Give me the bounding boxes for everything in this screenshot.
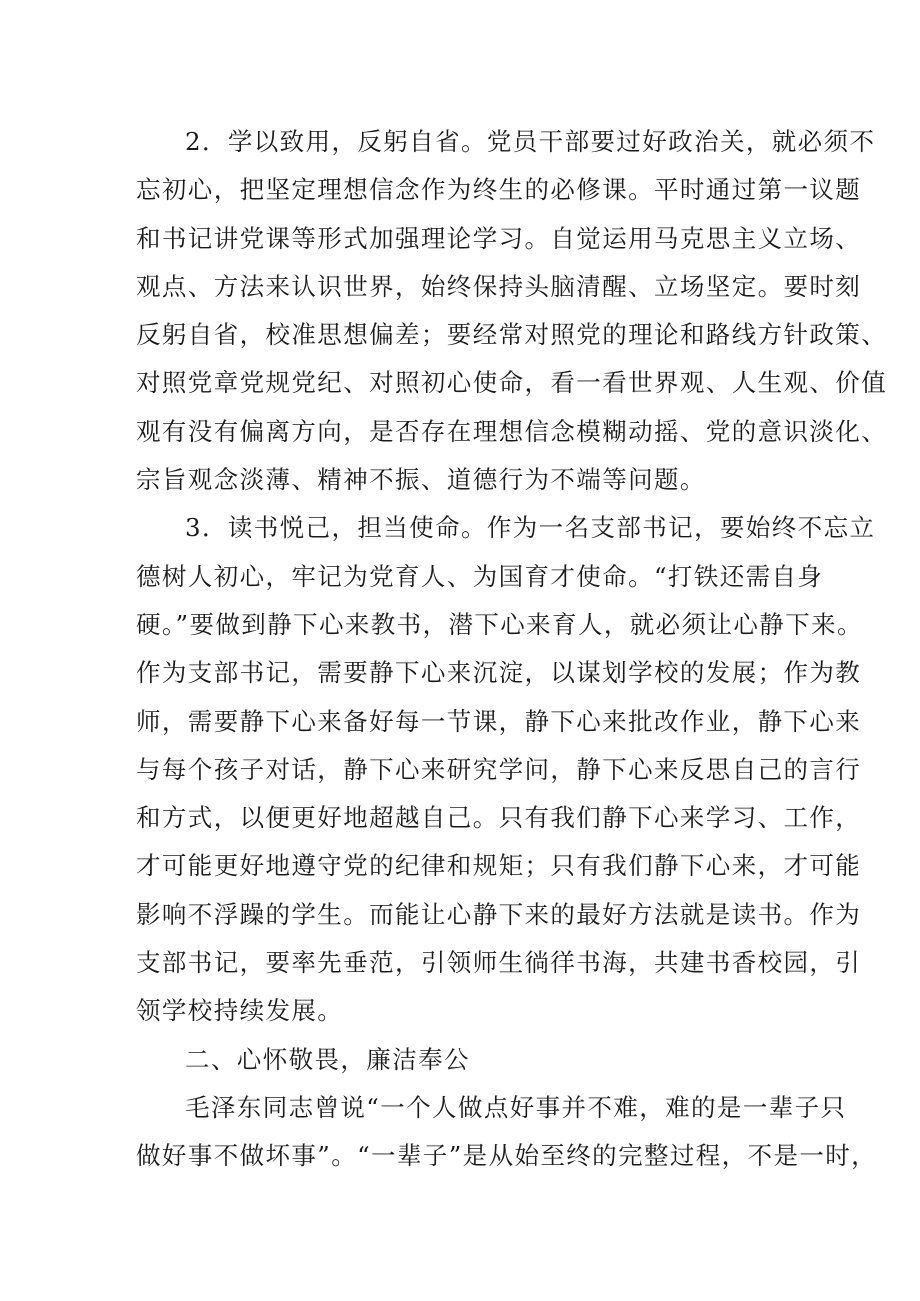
text-line: 与每个孩子对话，静下心来研究学问，静下心来反思自己的言行 [136, 754, 862, 784]
text-line: 毛泽东同志曾说“一个人做点好事并不难，难的是一辈子只 [185, 1092, 847, 1122]
document-body [136, 118, 888, 1181]
text-line: 2．学以致用，反躬自省。党员干部要过好政治关，就必须不 [185, 127, 876, 156]
text-line: 和方式，以便更好地超越自己。只有我们静下心来学习、工作， [136, 803, 862, 833]
text-line: 宗旨观念淡薄、精神不振、道德行为不端等问题。 [136, 465, 706, 495]
text-line: 领学校持续发展。 [136, 996, 344, 1026]
text-line: 德树人初心，牢记为党育人、为国育才使命。“打铁还需自身 [136, 561, 824, 591]
section-heading-2 [136, 1036, 796, 1084]
paragraph-item-2 [136, 118, 888, 504]
paragraph-item-3 [136, 504, 876, 1035]
text-line: 硬。”要做到静下心来教书，潜下心来育人，就必须让心静下来。 [136, 609, 863, 639]
text-line: 影响不浮躁的学生。而能让心静下来的最好方法就是读书。作为 [136, 899, 862, 929]
paragraph-mao-quote [136, 1084, 878, 1181]
text-line: 师，需要静下心来备好每一节课，静下心来批改作业，静下心来 [136, 706, 862, 736]
text-line: 反躬自省，校准思想偏差；要经常对照党的理论和路线方针政策、 [136, 320, 888, 350]
text-line: 才可能更好地遵守党的纪律和规矩；只有我们静下心来，才可能 [136, 851, 862, 881]
text-line: 和书记讲党课等形式加强理论学习。自觉运用马克思主义立场、 [136, 223, 862, 253]
text-line: 对照党章党规党纪、对照初心使命，看一看世界观、人生观、价值 [136, 368, 888, 398]
section-heading-text: 二、心怀敬畏，廉洁奉公 [185, 1044, 470, 1074]
text-line: 忘初心，把坚定理想信念作为终生的必修课。平时通过第一议题 [136, 175, 862, 205]
text-line: 观有没有偏离方向，是否存在理想信念模糊动摇、党的意识淡化、 [136, 416, 888, 446]
text-line: 支部书记，要率先垂范，引领师生徜徉书海，共建书香校园，引 [136, 948, 862, 978]
text-line: 作为支部书记，需要静下心来沉淀，以谋划学校的发展；作为教 [136, 658, 862, 688]
text-line: 做好事不做坏事”。“一辈子”是从始至终的完整过程，不是一时， [136, 1141, 878, 1171]
text-line: 3．读书悦己，担当使命。作为一名支部书记，要始终不忘立 [185, 513, 876, 543]
text-line: 观点、方法来认识世界，始终保持头脑清醒、立场坚定。要时刻 [136, 271, 862, 301]
